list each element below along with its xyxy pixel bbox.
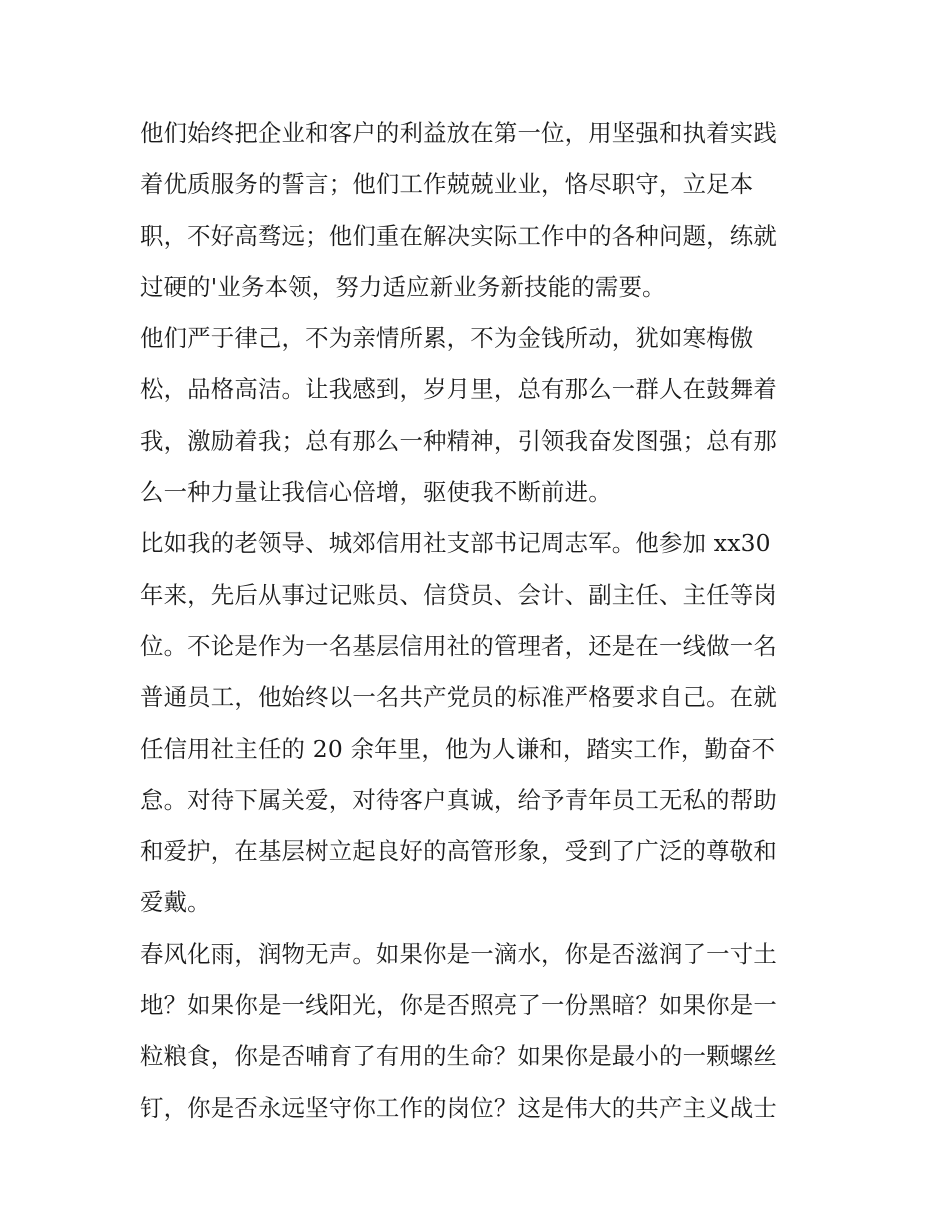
text-line: 他们始终把企业和客户的利益放在第一位，用坚强和执着实践	[140, 119, 777, 147]
text-line: 着优质服务的誓言；他们工作兢兢业业，恪尽职守，立足本	[140, 170, 754, 199]
paragraph-2	[140, 313, 812, 518]
text-line: 钉，你是否永远坚守你工作的岗位？这是伟大的共产主义战士	[140, 1093, 777, 1122]
text-line: 怠。对待下属关爱，对待客户真诚，给予青年员工无私的帮助	[140, 785, 777, 814]
text-line: 比如我的老领导、城郊信用社支部书记周志军。他参加 xx30	[140, 529, 771, 558]
text-line: 普通员工，他始终以一名共产党员的标准严格要求自己。在就	[140, 683, 777, 712]
text-line: 过硬的'业务本领，努力适应新业务新技能的需要。	[140, 272, 666, 301]
text-line: 年来，先后从事过记账员、信贷员、会计、副主任、主任等岗	[140, 580, 777, 609]
text-line: 地？如果你是一线阳光，你是否照亮了一份黑暗？如果你是一	[140, 991, 777, 1020]
text-line: 春风化雨，润物无声。如果你是一滴水，你是否滋润了一寸土	[140, 939, 777, 968]
text-line: 松，品格高洁。让我感到，岁月里，总有那么一群人在鼓舞着	[140, 375, 777, 404]
document-body	[140, 108, 812, 1134]
paragraph-4	[140, 929, 812, 1134]
text-line: 位。不论是作为一名基层信用社的管理者，还是在一线做一名	[140, 631, 777, 660]
text-line: 爱戴。	[140, 888, 211, 917]
paragraph-1	[140, 108, 812, 313]
text-line: 他们严于律己，不为亲情所累，不为金钱所动，犹如寒梅傲	[140, 324, 754, 353]
text-line: 么一种力量让我信心倍增，驱使我不断前进。	[140, 478, 612, 507]
text-line: 职，不好高骛远；他们重在解决实际工作中的各种问题，练就	[140, 221, 777, 250]
text-line: 任信用社主任的 20 余年里，他为人谦和，踏实工作，勤奋不	[140, 734, 776, 763]
text-line: 我，激励着我；总有那么一种精神，引领我奋发图强；总有那	[140, 426, 777, 455]
text-line: 粒粮食，你是否哺育了有用的生命？如果你是最小的一颗螺丝	[140, 1042, 777, 1071]
paragraph-3	[140, 518, 812, 928]
text-line: 和爱护，在基层树立起良好的高管形象，受到了广泛的尊敬和	[140, 837, 777, 866]
